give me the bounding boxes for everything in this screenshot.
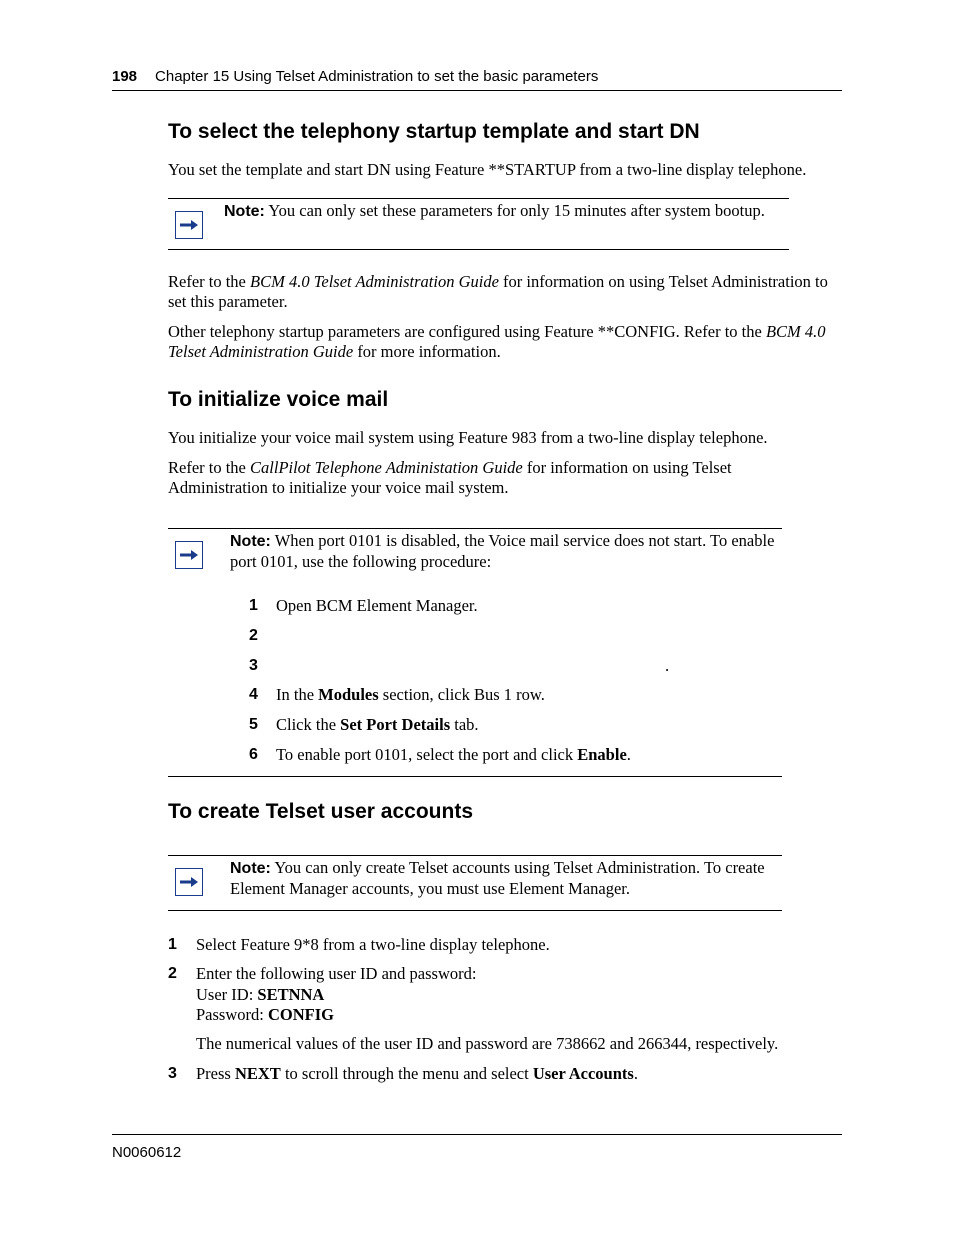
- section-heading-accounts: To create Telset user accounts: [168, 800, 474, 823]
- password-line: Password: CONFIG: [196, 1005, 334, 1024]
- chapter-title: Chapter 15 Using Telset Administration to set the basic parameters: [155, 68, 599, 85]
- footer-rule: [112, 1134, 842, 1135]
- note-accounts: [230, 858, 775, 899]
- arrow-right-icon: [175, 868, 203, 896]
- note-rule-bottom: [168, 910, 782, 911]
- guide-title: CallPilot Telephone Administation Guide: [250, 458, 523, 477]
- voicemail-refer: Refer to the CallPilot Telephone Administation Guide for information on using Telset Administration to initialize your voice mail system.: [168, 458, 732, 497]
- note-rule-bottom: [168, 776, 782, 777]
- note-rule-top: [168, 855, 782, 856]
- startup-refer: Refer to the BCM 4.0 Telset Administration Guide for information on using Telset Administration to set this parameter.: [168, 272, 828, 311]
- section-heading-startup: To select the telephony startup template and start DN: [168, 120, 700, 143]
- header-rule: [112, 90, 842, 91]
- numeric-note: The numerical values of the user ID and password are 738662 and 266344, respectively.: [196, 1034, 779, 1053]
- note-label: Note:: [230, 533, 271, 550]
- page-number: 198: [112, 68, 138, 85]
- note-text: You can only set these parameters for only 15 minutes after system bootup.: [268, 201, 765, 220]
- note-voicemail: [230, 531, 775, 572]
- document-id: N0060612: [112, 1144, 182, 1161]
- startup-intro: You set the template and start DN using Feature **STARTUP from a two-line display telephone.: [168, 160, 807, 179]
- running-header: [112, 68, 598, 85]
- note-text: You can only create Telset accounts using Telset Administration. To create Element Manager accounts, you must use Element Manager.: [230, 858, 765, 898]
- note-rule-bottom: [168, 249, 789, 250]
- userid-value: SETNNA: [257, 985, 325, 1004]
- password-value: CONFIG: [267, 1005, 334, 1024]
- note-startup: [224, 201, 794, 222]
- arrow-right-icon: [175, 541, 203, 569]
- startup-other: Other telephony startup parameters are configured using Feature **CONFIG. Refer to the BCM 4.0 Telset Administration Guide for more information.: [168, 322, 826, 361]
- voicemail-intro: You initialize your voice mail system using Feature 983 from a two-line display telephone.: [168, 428, 768, 447]
- note-label: Note:: [224, 203, 265, 220]
- note-text: When port 0101 is disabled, the Voice mail service does not start. To enable port 0101, use the following procedure:: [230, 531, 775, 571]
- userid-line: User ID: SETNNA: [196, 985, 325, 1004]
- note-label: Note:: [230, 860, 271, 877]
- section-heading-voicemail: To initialize voice mail: [168, 388, 389, 411]
- note-rule-top: [168, 528, 782, 529]
- guide-title: BCM 4.0 Telset Administration Guide: [250, 272, 499, 291]
- guide-title: BCM 4.0 Telset Administration Guide: [168, 322, 826, 361]
- arrow-right-icon: [175, 211, 203, 239]
- note-rule-top: [168, 198, 789, 199]
